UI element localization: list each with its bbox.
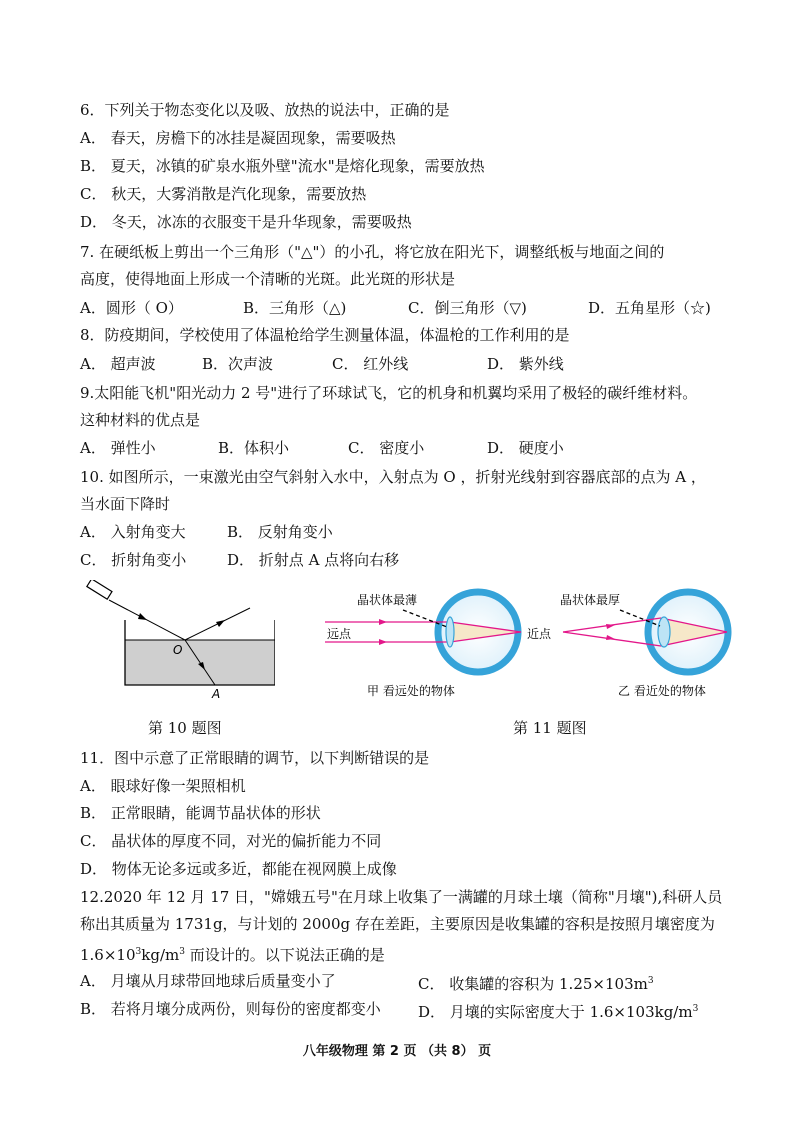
figure-11-eye-diagram — [315, 580, 735, 710]
q10-option-b: B． 反射角变小 — [227, 523, 333, 541]
q8-option-a: A． 超声波 — [80, 355, 156, 373]
q6-option-c: C． 秋天，大雾消散是汽化现象，需要放热 — [80, 185, 367, 203]
incident-arrow — [138, 613, 147, 620]
q7-option-d: D．五角星形（☆) — [588, 299, 711, 317]
q10-stem-line1: 10. 如图所示，一束激光由空气斜射入水中，入射点为 O ，折射光线射到容器底部的点为 A ， — [80, 468, 706, 486]
q6-stem: 6．下列关于物态变化以及吸、放热的说法中，正确的是 — [80, 101, 450, 119]
q9-option-c: C． 密度小 — [348, 439, 425, 457]
right-caption-label: 乙 看近处的物体 — [618, 684, 706, 698]
q8-option-d: D． 紫外线 — [487, 355, 564, 373]
q12-option-d: D． 月壤的实际密度大于 $1.6\times 103kg/m^3$ — [418, 1003, 699, 1021]
q11-option-c: C． 晶状体的厚度不同，对光的偏折能力不同 — [80, 832, 382, 850]
laser-pointer — [87, 580, 112, 599]
q8-stem: 8．防疫期间，学校使用了体温枪给学生测量体温，体温枪的工作利用的是 — [80, 326, 570, 344]
figure-10-caption: 第 10 题图 — [148, 719, 222, 737]
q8-option-c: C． 红外线 — [332, 355, 409, 373]
q10-option-c: C． 折射角变小 — [80, 551, 187, 569]
q7-option-c: C．倒三角形（▽) — [408, 299, 527, 317]
q11-option-b: B． 正常眼睛，能调节晶状体的形状 — [80, 804, 321, 822]
q9-option-d: D． 硬度小 — [487, 439, 564, 457]
q7-stem-line2: 高度，使得地面上形成一个清晰的光斑。此光斑的形状是 — [80, 270, 456, 288]
figure-11-caption: 第 11 题图 — [513, 719, 587, 737]
right-top-label: 晶状体最厚 — [560, 593, 621, 607]
q7-option-b: B．三角形（△) — [243, 299, 347, 317]
q7-stem-line1: 7. 在硬纸板上剪出一个三角形（"△"）的小孔，将它放在阳光下，调整纸板与地面之间的 — [80, 243, 665, 261]
lens-thick — [658, 617, 670, 647]
page-footer: 八年级物理 第 2 页 （共 8） 页 — [302, 1044, 492, 1059]
q10-option-a: A． 入射角变大 — [80, 523, 186, 541]
q6-option-a: A． 春天，房檐下的冰挂是凝固现象，需要吸热 — [80, 129, 396, 147]
near-point-label: 近点 — [527, 627, 552, 641]
figure-10-refraction — [85, 580, 275, 700]
q12-stem-line3: $1.6\times 10^3kg/m^3$ 而设计的。以下说法正确的是 — [80, 946, 385, 964]
q11-option-a: A． 眼球好像一架照相机 — [80, 777, 246, 795]
point-o-label: O — [173, 643, 183, 657]
q10-option-d: D． 折射点 A 点将向右移 — [227, 551, 400, 569]
q12-option-b: B． 若将月壤分成两份，则每份的密度都变小 — [80, 1000, 381, 1018]
q12-option-a: A． 月壤从月球带回地球后质量变小了 — [80, 972, 336, 990]
q11-stem: 11．图中示意了正常眼睛的调节，以下判断错误的是 — [80, 749, 430, 767]
q8-option-b: B．次声波 — [202, 355, 274, 373]
far-point-label: 远点 — [327, 627, 352, 641]
q10-stem-line2: 当水面下降时 — [80, 495, 171, 513]
q12-stem-line1: 12.2020 年 12 月 17 日，"嫦娥五号"在月球上收集了一满罐的月球土壤（简称"月壤"),科研人员 — [80, 888, 723, 906]
q11-option-d: D． 物体无论多远或多近，都能在视网膜上成像 — [80, 860, 397, 878]
reflected-arrow — [216, 620, 225, 627]
q9-stem-line1: 9.太阳能飞机"阳光动力 2 号"进行了环球试飞，它的机身和机翼均采用了极轻的碳纤维材料。 — [80, 384, 698, 402]
q12-option-c: C． 收集罐的容积为 $1.25\times 103m^3$ — [418, 975, 654, 993]
q7-option-a: A．圆形（ O） — [80, 299, 183, 317]
lens-thin — [446, 617, 454, 647]
q12-stem-line2: 称出其质量为 1731g，与计划的 2000g 存在差距，主要原因是收集罐的容积是按照月壤密度为 — [80, 915, 715, 933]
q9-option-b: B．体积小 — [218, 439, 290, 457]
left-top-label: 晶状体最薄 — [357, 593, 418, 607]
q9-option-a: A． 弹性小 — [80, 439, 156, 457]
point-a-label: A — [212, 687, 221, 700]
q9-stem-line2: 这种材料的优点是 — [80, 411, 201, 429]
q6-option-d: D． 冬天，冰冻的衣服变干是升华现象，需要吸热 — [80, 213, 412, 231]
left-caption-label: 甲 看远处的物体 — [367, 684, 455, 698]
eye-far — [325, 592, 521, 672]
q6-option-b: B． 夏天，冰镇的矿泉水瓶外壁"流水"是熔化现象，需要放热 — [80, 157, 485, 175]
